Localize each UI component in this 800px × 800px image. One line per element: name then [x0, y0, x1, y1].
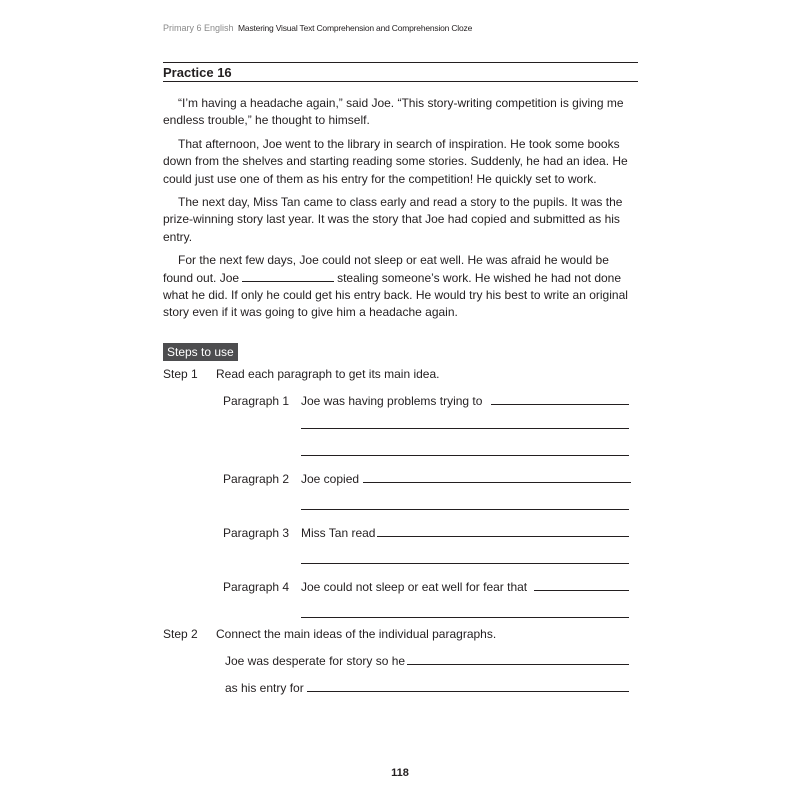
- paragraph-4-text-after: stealing someone’s work. He wished he had not done what he did. If only he could get his entry back. He would try his best to write an original story even if it was going to give him a headache again.: [163, 270, 628, 320]
- page-number: 118: [391, 767, 409, 779]
- passage-paragraph-1: “I’m having a headache again,” said Joe. “This story-writing competition is giving me endless trouble,” he thought to himself.: [163, 96, 624, 128]
- step-2-line-2-prompt: as his entry for: [225, 681, 304, 695]
- running-header: [163, 23, 472, 33]
- passage-paragraph-3: The next day, Miss Tan came to class early and read a story to the pupils. It was the prize-winning story last year. It was the story that Joe had copied and submitted as his entry.: [163, 195, 623, 244]
- step-1-instruction: Read each paragraph to get its main idea.: [216, 367, 440, 381]
- paragraph-4-label: Paragraph 4: [223, 580, 290, 594]
- step-1-label: Step 1: [163, 367, 198, 381]
- paragraph-1-answer-line[interactable]: [301, 428, 629, 429]
- passage-paragraph-4: [163, 252, 638, 322]
- step-2-answer-line[interactable]: [307, 691, 629, 692]
- passage-paragraph-2: That afternoon, Joe went to the library in search of inspiration. He took some books down from the shelves and starting reading some stories. Suddenly, he had an idea. He could just use one of them as his entry for the competition! He quickly set to work.: [163, 136, 628, 186]
- paragraph-4-answer-line[interactable]: [534, 590, 629, 591]
- practice-title-bar: [163, 62, 638, 82]
- step-2-label: Step 2: [163, 627, 198, 641]
- step-2-answer-line[interactable]: [407, 664, 629, 665]
- paragraph-2-answer-line[interactable]: [363, 482, 631, 483]
- paragraph-1-prompt: Joe was having problems trying to: [301, 394, 483, 408]
- series-name: Primary 6 English: [163, 23, 234, 33]
- step-2-instruction: Connect the main ideas of the individual paragraphs.: [216, 627, 497, 641]
- paragraph-3-prompt: Miss Tan read: [301, 526, 376, 540]
- paragraph-3-answer-line[interactable]: [377, 536, 629, 537]
- book-title: Mastering Visual Text Comprehension and Comprehension Cloze: [238, 23, 473, 33]
- paragraph-1-label: Paragraph 1: [223, 394, 290, 408]
- paragraph-4-prompt: Joe could not sleep or eat well for fear that: [301, 580, 528, 594]
- practice-title: Practice 16: [163, 65, 232, 80]
- passage: [163, 95, 638, 328]
- paragraph-1-answer-line[interactable]: [491, 404, 629, 405]
- paragraph-2-prompt: Joe copied: [301, 472, 360, 486]
- paragraph-2-label: Paragraph 2: [223, 472, 290, 486]
- paragraph-4-answer-line[interactable]: [301, 617, 629, 618]
- paragraph-3-label: Paragraph 3: [223, 526, 290, 540]
- paragraph-4-text-before: For the next few days, Joe could not sleep or eat well. He was afraid he would be found out. Joe: [163, 253, 609, 285]
- step-2-line-1-prompt: Joe was desperate for story so he: [225, 654, 406, 668]
- steps-to-use-badge: Steps to use: [163, 343, 238, 361]
- cloze-blank[interactable]: [242, 272, 334, 282]
- paragraph-1-answer-line[interactable]: [301, 455, 629, 456]
- paragraph-2-answer-line[interactable]: [301, 509, 629, 510]
- paragraph-3-answer-line[interactable]: [301, 563, 629, 564]
